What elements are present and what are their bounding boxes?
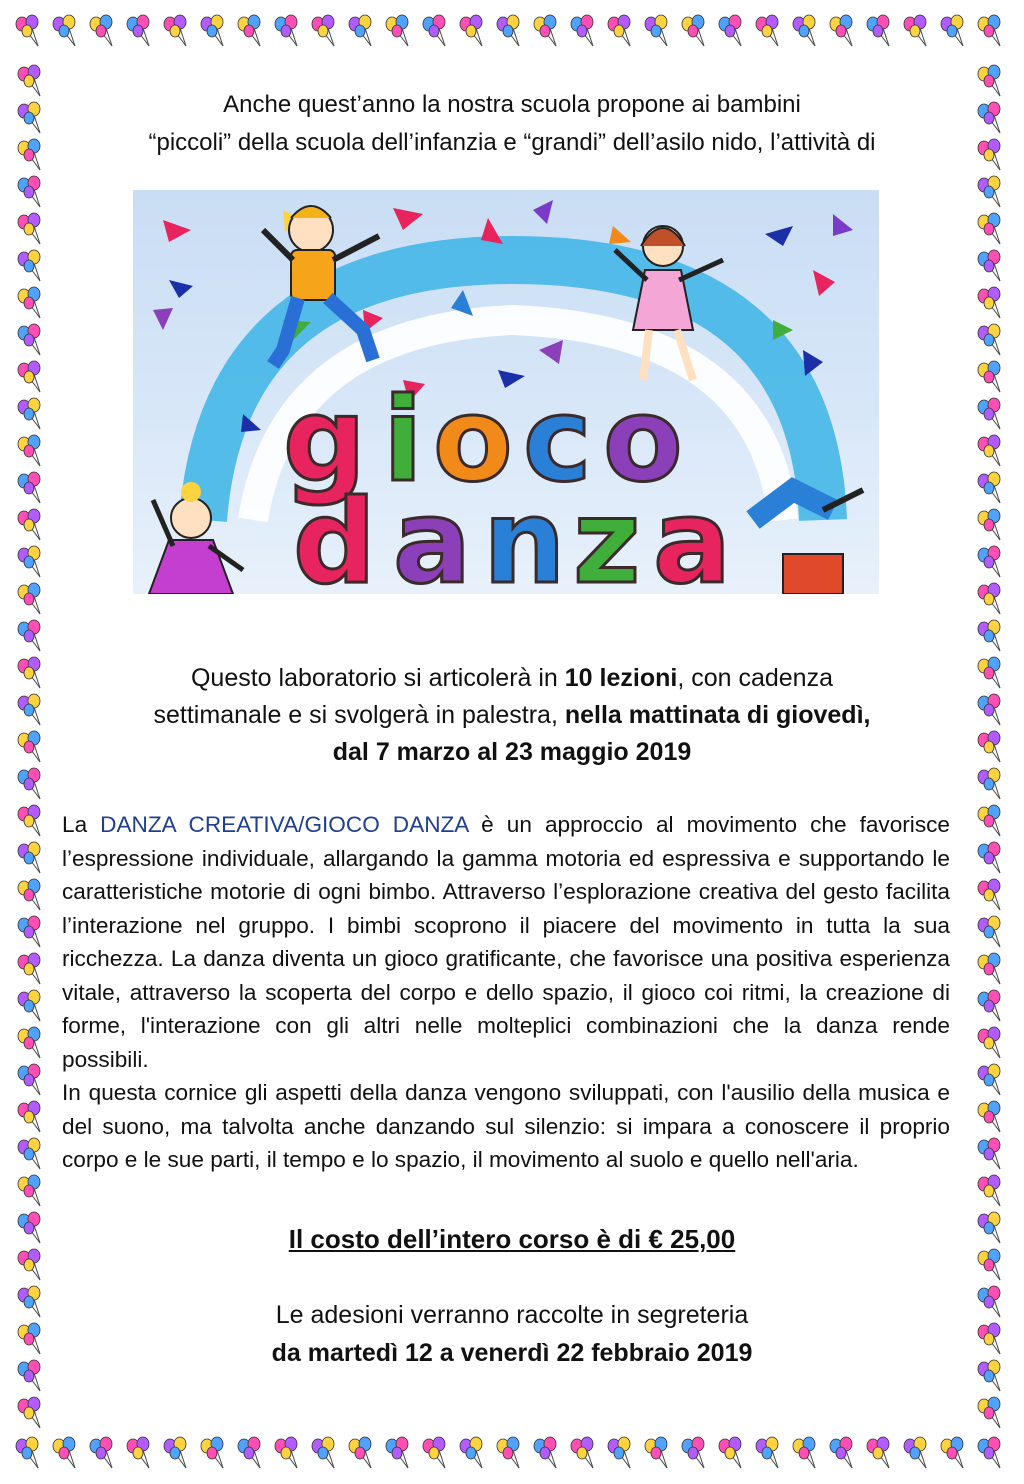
balloon-icon [826, 14, 860, 48]
balloon-icon [12, 1436, 46, 1470]
balloon-icon [641, 1436, 675, 1470]
balloon-icon [197, 1436, 231, 1470]
balloon-icon [974, 1211, 1008, 1245]
letter-n: n [483, 475, 566, 594]
balloon-icon [14, 767, 48, 801]
balloon-icon [382, 1436, 416, 1470]
balloon-icon [14, 1285, 48, 1319]
enrollment-dates: da martedì 12 a venerdì 22 febbraio 2019 [271, 1339, 753, 1367]
lesson-line-3 [60, 734, 964, 771]
balloon-icon [456, 1436, 490, 1470]
balloon-icon [14, 175, 48, 209]
balloon-icon [49, 1436, 83, 1470]
balloon-icon [900, 1436, 934, 1470]
description [62, 808, 950, 1177]
balloon-icon [14, 1211, 48, 1245]
description-prefix: La [62, 812, 101, 837]
balloon-icon [974, 693, 1008, 727]
balloon-icon [678, 1436, 712, 1470]
balloon-icon [789, 1436, 823, 1470]
letter-i: i [383, 373, 423, 508]
course-cost: Il costo dell’intero corso è di € 25,00 [288, 1224, 736, 1254]
balloon-icon [86, 1436, 120, 1470]
letter-g: g [283, 373, 367, 508]
lesson-text-1: Questo laboratorio si articolerà in [190, 664, 565, 692]
balloon-icon [345, 14, 379, 48]
balloon-icon [974, 841, 1008, 875]
balloon-icon [14, 64, 48, 98]
balloon-icon [900, 14, 934, 48]
balloon-icon [234, 14, 268, 48]
balloon-icon [14, 989, 48, 1023]
jumping-kid-icon [753, 490, 863, 594]
balloon-icon [974, 508, 1008, 542]
balloon-border-right [964, 58, 1024, 1428]
lesson-dates: dal 7 marzo al 23 maggio 2019 [332, 738, 692, 766]
balloon-icon [14, 545, 48, 579]
balloon-border-bottom [0, 1426, 1024, 1484]
intro-text [60, 86, 964, 162]
lesson-count: 10 lezioni [564, 664, 678, 692]
balloon-icon [345, 1436, 379, 1470]
balloon-icon [974, 286, 1008, 320]
balloon-icon [14, 878, 48, 912]
letter-a2: a [653, 475, 732, 594]
lesson-day: nella mattinata di giovedì, [564, 701, 871, 729]
letter-c: c [523, 373, 592, 508]
balloon-icon [14, 1174, 48, 1208]
balloon-icon [14, 730, 48, 764]
letter-o2: o [603, 373, 683, 508]
balloon-icon [14, 841, 48, 875]
balloon-icon [123, 1436, 157, 1470]
balloon-icon [974, 1174, 1008, 1208]
balloon-icon [604, 1436, 638, 1470]
balloon-icon [160, 1436, 194, 1470]
balloon-icon [14, 1322, 48, 1356]
letter-d: d [293, 475, 377, 594]
balloon-icon [14, 508, 48, 542]
balloon-icon [14, 471, 48, 505]
balloon-icon [308, 1436, 342, 1470]
description-paragraph-1 [62, 808, 950, 1076]
balloon-icon [14, 286, 48, 320]
balloon-icon [530, 14, 564, 48]
balloon-icon [234, 1436, 268, 1470]
banner-illustration [133, 190, 879, 594]
balloon-icon [567, 14, 601, 48]
lesson-text-3: settimanale e si svolgerà in palestra, [153, 701, 565, 729]
lesson-line-2 [60, 697, 964, 734]
balloon-icon [604, 14, 638, 48]
balloon-icon [14, 1248, 48, 1282]
balloon-icon [14, 656, 48, 690]
balloon-icon [493, 14, 527, 48]
balloon-icon [974, 952, 1008, 986]
description-highlight: DANZA CREATIVA/GIOCO DANZA [100, 812, 469, 837]
balloon-icon [14, 101, 48, 135]
balloon-icon [974, 1396, 1008, 1428]
balloon-icon [14, 397, 48, 431]
balloon-border-left [0, 58, 60, 1428]
balloon-icon [14, 138, 48, 172]
balloon-icon [974, 1137, 1008, 1171]
balloon-icon [14, 1026, 48, 1060]
balloon-icon [456, 14, 490, 48]
balloon-icon [974, 1026, 1008, 1060]
balloon-icon [974, 1063, 1008, 1097]
balloon-icon [974, 101, 1008, 135]
balloon-icon [382, 14, 416, 48]
balloon-icon [14, 1396, 48, 1428]
balloon-icon [530, 1436, 564, 1470]
balloon-icon [974, 1322, 1008, 1356]
enrollment-info [60, 1296, 964, 1372]
balloon-icon [14, 212, 48, 246]
description-body: è un approccio al movimento che favorisce l’espressione individuale, allargando la gamma motoria ed espressiva e supportando le caratteristiche motorie di ogni bimbo. Attraverso l’esplorazione creativa del gesto facilita l’interazione nel gruppo. I bimbi scoprono il piacere del movimento in tutta la sua ricchezza. La danza diventa un gioco gratificante, che favorisce una positiva esperienza vitale, attraverso la scoperta del corpo e dello spazio, il gioco coi ritmi, la creazione di forme, l'interazione con gli altri nelle molteplici combinazioni che la danza rende possibili. [62, 812, 950, 1072]
balloon-icon [974, 767, 1008, 801]
balloon-icon [14, 915, 48, 949]
balloon-icon [14, 1100, 48, 1134]
lesson-line-1 [60, 660, 964, 697]
balloon-icon [974, 434, 1008, 468]
balloon-icon [974, 471, 1008, 505]
balloon-icon [715, 14, 749, 48]
balloon-icon [567, 1436, 601, 1470]
balloon-icon [49, 14, 83, 48]
balloon-icon [974, 1100, 1008, 1134]
letter-z: z [573, 475, 641, 594]
balloon-icon [974, 730, 1008, 764]
balloon-icon [863, 1436, 897, 1470]
gioco-danza-banner [133, 190, 879, 594]
balloon-icon [937, 14, 971, 48]
balloon-icon [419, 14, 453, 48]
balloon-icon [14, 323, 48, 357]
balloon-icon [974, 249, 1008, 283]
balloon-icon [974, 878, 1008, 912]
letter-o: o [433, 373, 513, 508]
balloon-icon [937, 1436, 971, 1470]
title-letters [283, 373, 731, 594]
balloon-icon [974, 323, 1008, 357]
balloon-icon [271, 1436, 305, 1470]
balloon-icon [974, 360, 1008, 394]
balloon-icon [974, 582, 1008, 616]
balloon-icon [14, 434, 48, 468]
balloon-icon [14, 360, 48, 394]
balloon-icon [14, 249, 48, 283]
balloon-icon [678, 14, 712, 48]
intro-line-1: Anche quest’anno la nostra scuola propone ai bambini [223, 91, 801, 118]
balloon-icon [14, 693, 48, 727]
intro-line-2: “piccoli” della scuola dell’infanzia e “grandi” dell’asilo nido, l’attività di [148, 129, 876, 156]
balloon-icon [826, 1436, 860, 1470]
balloon-border-top [0, 0, 1024, 60]
balloon-icon [752, 14, 786, 48]
balloon-icon [974, 14, 1008, 48]
balloon-icon [974, 138, 1008, 172]
balloon-icon [974, 1436, 1008, 1470]
balloon-icon [974, 1248, 1008, 1282]
balloon-icon [974, 915, 1008, 949]
letter-a: a [393, 475, 472, 594]
balloon-icon [86, 14, 120, 48]
description-paragraph-2: In questa cornice gli aspetti della danza vengono sviluppati, con l'ausilio della musica e del suono, ma talvolta anche danzando sul silenzio: si impara a conoscere il proprio corpo e le sue parti, il tempo e lo spazio, il movimento al suolo e quello nell'aria. [62, 1080, 950, 1172]
balloon-icon [197, 14, 231, 48]
balloon-icon [14, 804, 48, 838]
balloon-icon [14, 1137, 48, 1171]
balloon-icon [271, 14, 305, 48]
balloon-icon [974, 64, 1008, 98]
balloon-icon [14, 952, 48, 986]
lesson-info [60, 660, 964, 771]
balloon-icon [974, 1285, 1008, 1319]
balloon-icon [974, 804, 1008, 838]
balloon-icon [974, 212, 1008, 246]
balloon-icon [419, 1436, 453, 1470]
balloon-icon [863, 14, 897, 48]
balloon-icon [14, 582, 48, 616]
balloon-icon [974, 619, 1008, 653]
balloon-icon [789, 14, 823, 48]
balloon-icon [974, 989, 1008, 1023]
balloon-icon [974, 397, 1008, 431]
balloon-icon [14, 1063, 48, 1097]
lesson-text-2: , con cadenza [677, 664, 833, 692]
balloon-icon [14, 1359, 48, 1393]
balloon-icon [974, 545, 1008, 579]
balloon-icon [974, 656, 1008, 690]
balloon-icon [14, 619, 48, 653]
balloon-icon [493, 1436, 527, 1470]
balloon-icon [308, 14, 342, 48]
balloon-icon [123, 14, 157, 48]
balloon-icon [715, 1436, 749, 1470]
balloon-icon [160, 14, 194, 48]
balloon-icon [974, 1359, 1008, 1393]
balloon-icon [974, 175, 1008, 209]
enrollment-line-1: Le adesioni verranno raccolte in segreteria [275, 1301, 749, 1329]
balloon-icon [641, 14, 675, 48]
balloon-icon [12, 14, 46, 48]
balloon-icon [752, 1436, 786, 1470]
